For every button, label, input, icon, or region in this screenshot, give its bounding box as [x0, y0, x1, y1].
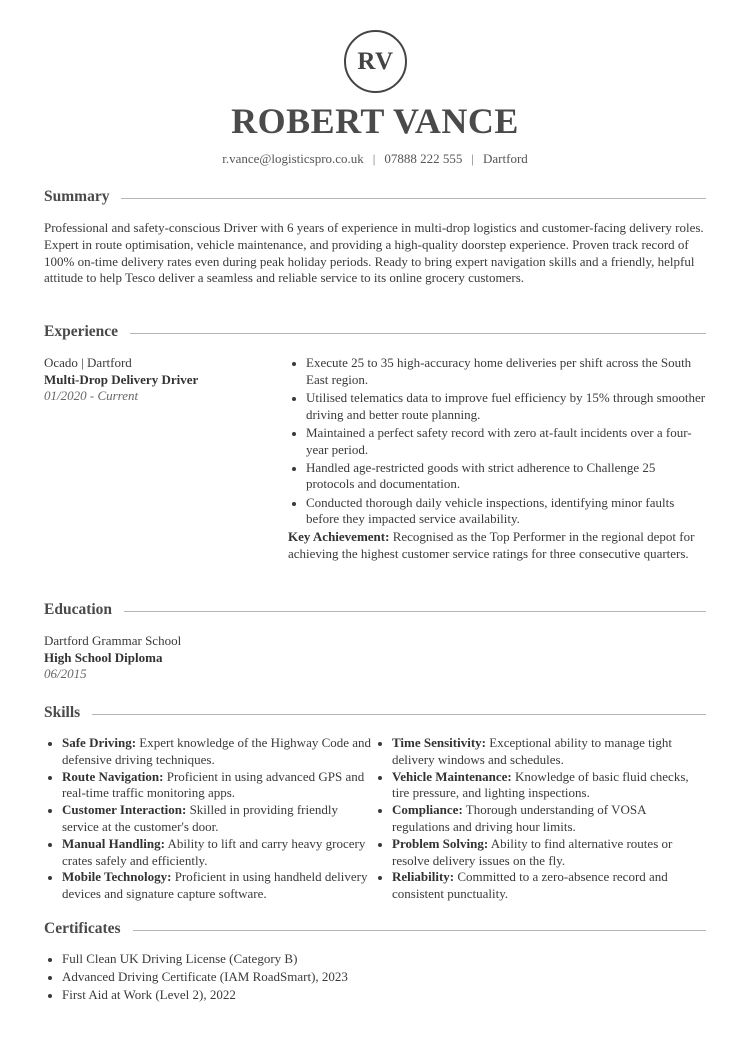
experience-bullet: Maintained a perfect safety record with zero at-fault incidents over a four-year period.: [288, 425, 706, 459]
summary-text: Professional and safety-conscious Driver with 6 years of experience in multi-drop logistics and customer-facing delivery roles. Expert in route optimisation, vehicle maintenance, and providing a high-quality doorstep experience. Proven track record of 100% on-time delivery rates even during peak holiday periods. Ready to bring expert navigation skills and a friendly, helpful attitude to help Tesco deliver a seamless and reliable service to its online grocery customers.: [44, 220, 704, 286]
skill-label: Manual Handling:: [62, 835, 165, 851]
certificate-item: First Aid at Work (Level 2), 2022: [44, 987, 706, 1004]
skills-heading: [44, 703, 706, 723]
section-divider: [133, 930, 706, 931]
key-achievement: [288, 529, 706, 563]
skills-title: Skills: [44, 704, 81, 721]
resume-header: [44, 0, 706, 180]
certificates-heading: [44, 919, 706, 939]
skill-label: Route Navigation:: [62, 768, 164, 784]
contact-separator: |: [372, 151, 376, 166]
summary-heading: [44, 187, 706, 207]
skill-label: Vehicle Maintenance:: [392, 768, 512, 784]
experience-meta: [44, 355, 274, 405]
experience-bullet: Execute 25 to 35 high-accuracy home deliveries per shift across the South East region.: [288, 355, 706, 389]
education-date: 06/2015: [44, 666, 87, 681]
experience-bullet: Handled age-restricted goods with strict adherence to Challenge 25 protocols and documentation.: [288, 460, 706, 494]
contact-email: r.vance@logisticspro.co.uk: [222, 151, 364, 166]
experience-details: [288, 355, 706, 563]
certificate-item: Full Clean UK Driving License (Category B): [44, 951, 706, 968]
education-entry: [44, 633, 344, 683]
skills-column-left: [44, 735, 374, 903]
skill-item: [44, 735, 374, 769]
skill-label: Problem Solving:: [392, 835, 489, 851]
contact-separator: |: [471, 151, 475, 166]
skill-item: [44, 802, 374, 836]
skill-label: Reliability:: [392, 869, 455, 885]
skill-text: Expert knowledge of the Highway Code and defensive driving techniques.: [62, 735, 372, 767]
skill-label: Safe Driving:: [62, 735, 137, 750]
skill-item: [44, 869, 374, 903]
skill-text: Proficient in using advanced GPS and real-time traffic monitoring apps.: [62, 768, 365, 801]
skill-text: Committed to a zero-absence record and consistent punctuality.: [392, 869, 668, 902]
certificates-list-container: [44, 951, 706, 1005]
candidate-name: ROBERT VANCE: [231, 101, 519, 141]
skills-list-right: [374, 735, 706, 903]
skill-label: Customer Interaction:: [62, 802, 187, 818]
skill-label: Compliance:: [392, 802, 463, 818]
summary-title: Summary: [44, 188, 110, 205]
skill-text: Knowledge of basic fluid checks, tire pressure, and lighting inspections.: [392, 768, 689, 801]
skill-item: [374, 769, 706, 803]
monogram-initials: RV: [357, 47, 394, 75]
experience-title: Experience: [44, 323, 119, 340]
section-divider: [124, 611, 706, 612]
skill-item: [374, 836, 706, 870]
experience-role: Multi-Drop Delivery Driver: [44, 371, 199, 387]
skill-item: [374, 735, 706, 769]
skills-list-left: [44, 735, 374, 903]
experience-bullet-list: [288, 355, 706, 528]
experience-bullet: Conducted thorough daily vehicle inspections, identifying minor faults before they impacted service availability.: [288, 495, 706, 529]
skill-item: [374, 802, 706, 836]
resume-page: [44, 0, 706, 1003]
contact-location: Dartford: [483, 151, 528, 166]
contact-line: [44, 151, 706, 168]
certificates-title: Certificates: [44, 920, 121, 937]
experience-dates: 01/2020 - Current: [44, 388, 139, 403]
skill-text: Ability to find alternative routes or resolve delivery issues on the fly.: [392, 835, 673, 868]
key-achievement-text: Recognised as the Top Performer in the regional depot for achieving the highest customer service ratings for three consecutive quarters.: [288, 529, 695, 562]
skill-text: Exceptional ability to manage tight delivery windows and schedules.: [392, 735, 672, 767]
certificate-item: Advanced Driving Certificate (IAM RoadSmart), 2023: [44, 969, 706, 986]
key-achievement-label: Key Achievement:: [288, 529, 390, 545]
education-heading: [44, 600, 706, 620]
skill-item: [374, 869, 706, 903]
education-school: Dartford Grammar School: [44, 633, 182, 648]
certificates-list: [44, 951, 706, 1004]
skill-text: Ability to lift and carry heavy grocery crates safely and efficiently.: [62, 835, 366, 868]
section-divider: [92, 714, 706, 715]
skill-text: Proficient in using handheld delivery devices and signature capture software.: [62, 869, 368, 902]
skill-item: [44, 769, 374, 803]
section-divider: [130, 333, 706, 334]
skill-text: Thorough understanding of VOSA regulations and driving hour limits.: [392, 802, 646, 834]
skill-text: Skilled in providing friendly service at the customer's door.: [62, 802, 338, 834]
skill-label: Mobile Technology:: [62, 869, 172, 885]
skill-item: [44, 836, 374, 870]
education-degree: High School Diploma: [44, 649, 163, 665]
education-title: Education: [44, 601, 113, 618]
experience-company-location: Ocado | Dartford: [44, 355, 132, 370]
section-divider: [121, 198, 706, 199]
monogram-badge: [344, 30, 407, 93]
experience-heading: [44, 322, 706, 342]
skill-label: Time Sensitivity:: [392, 735, 487, 750]
skills-column-right: [374, 735, 706, 903]
experience-bullet: Utilised telematics data to improve fuel efficiency by 15% through smoother driving and better route planning.: [288, 390, 706, 424]
contact-phone: 07888 222 555: [384, 151, 463, 166]
